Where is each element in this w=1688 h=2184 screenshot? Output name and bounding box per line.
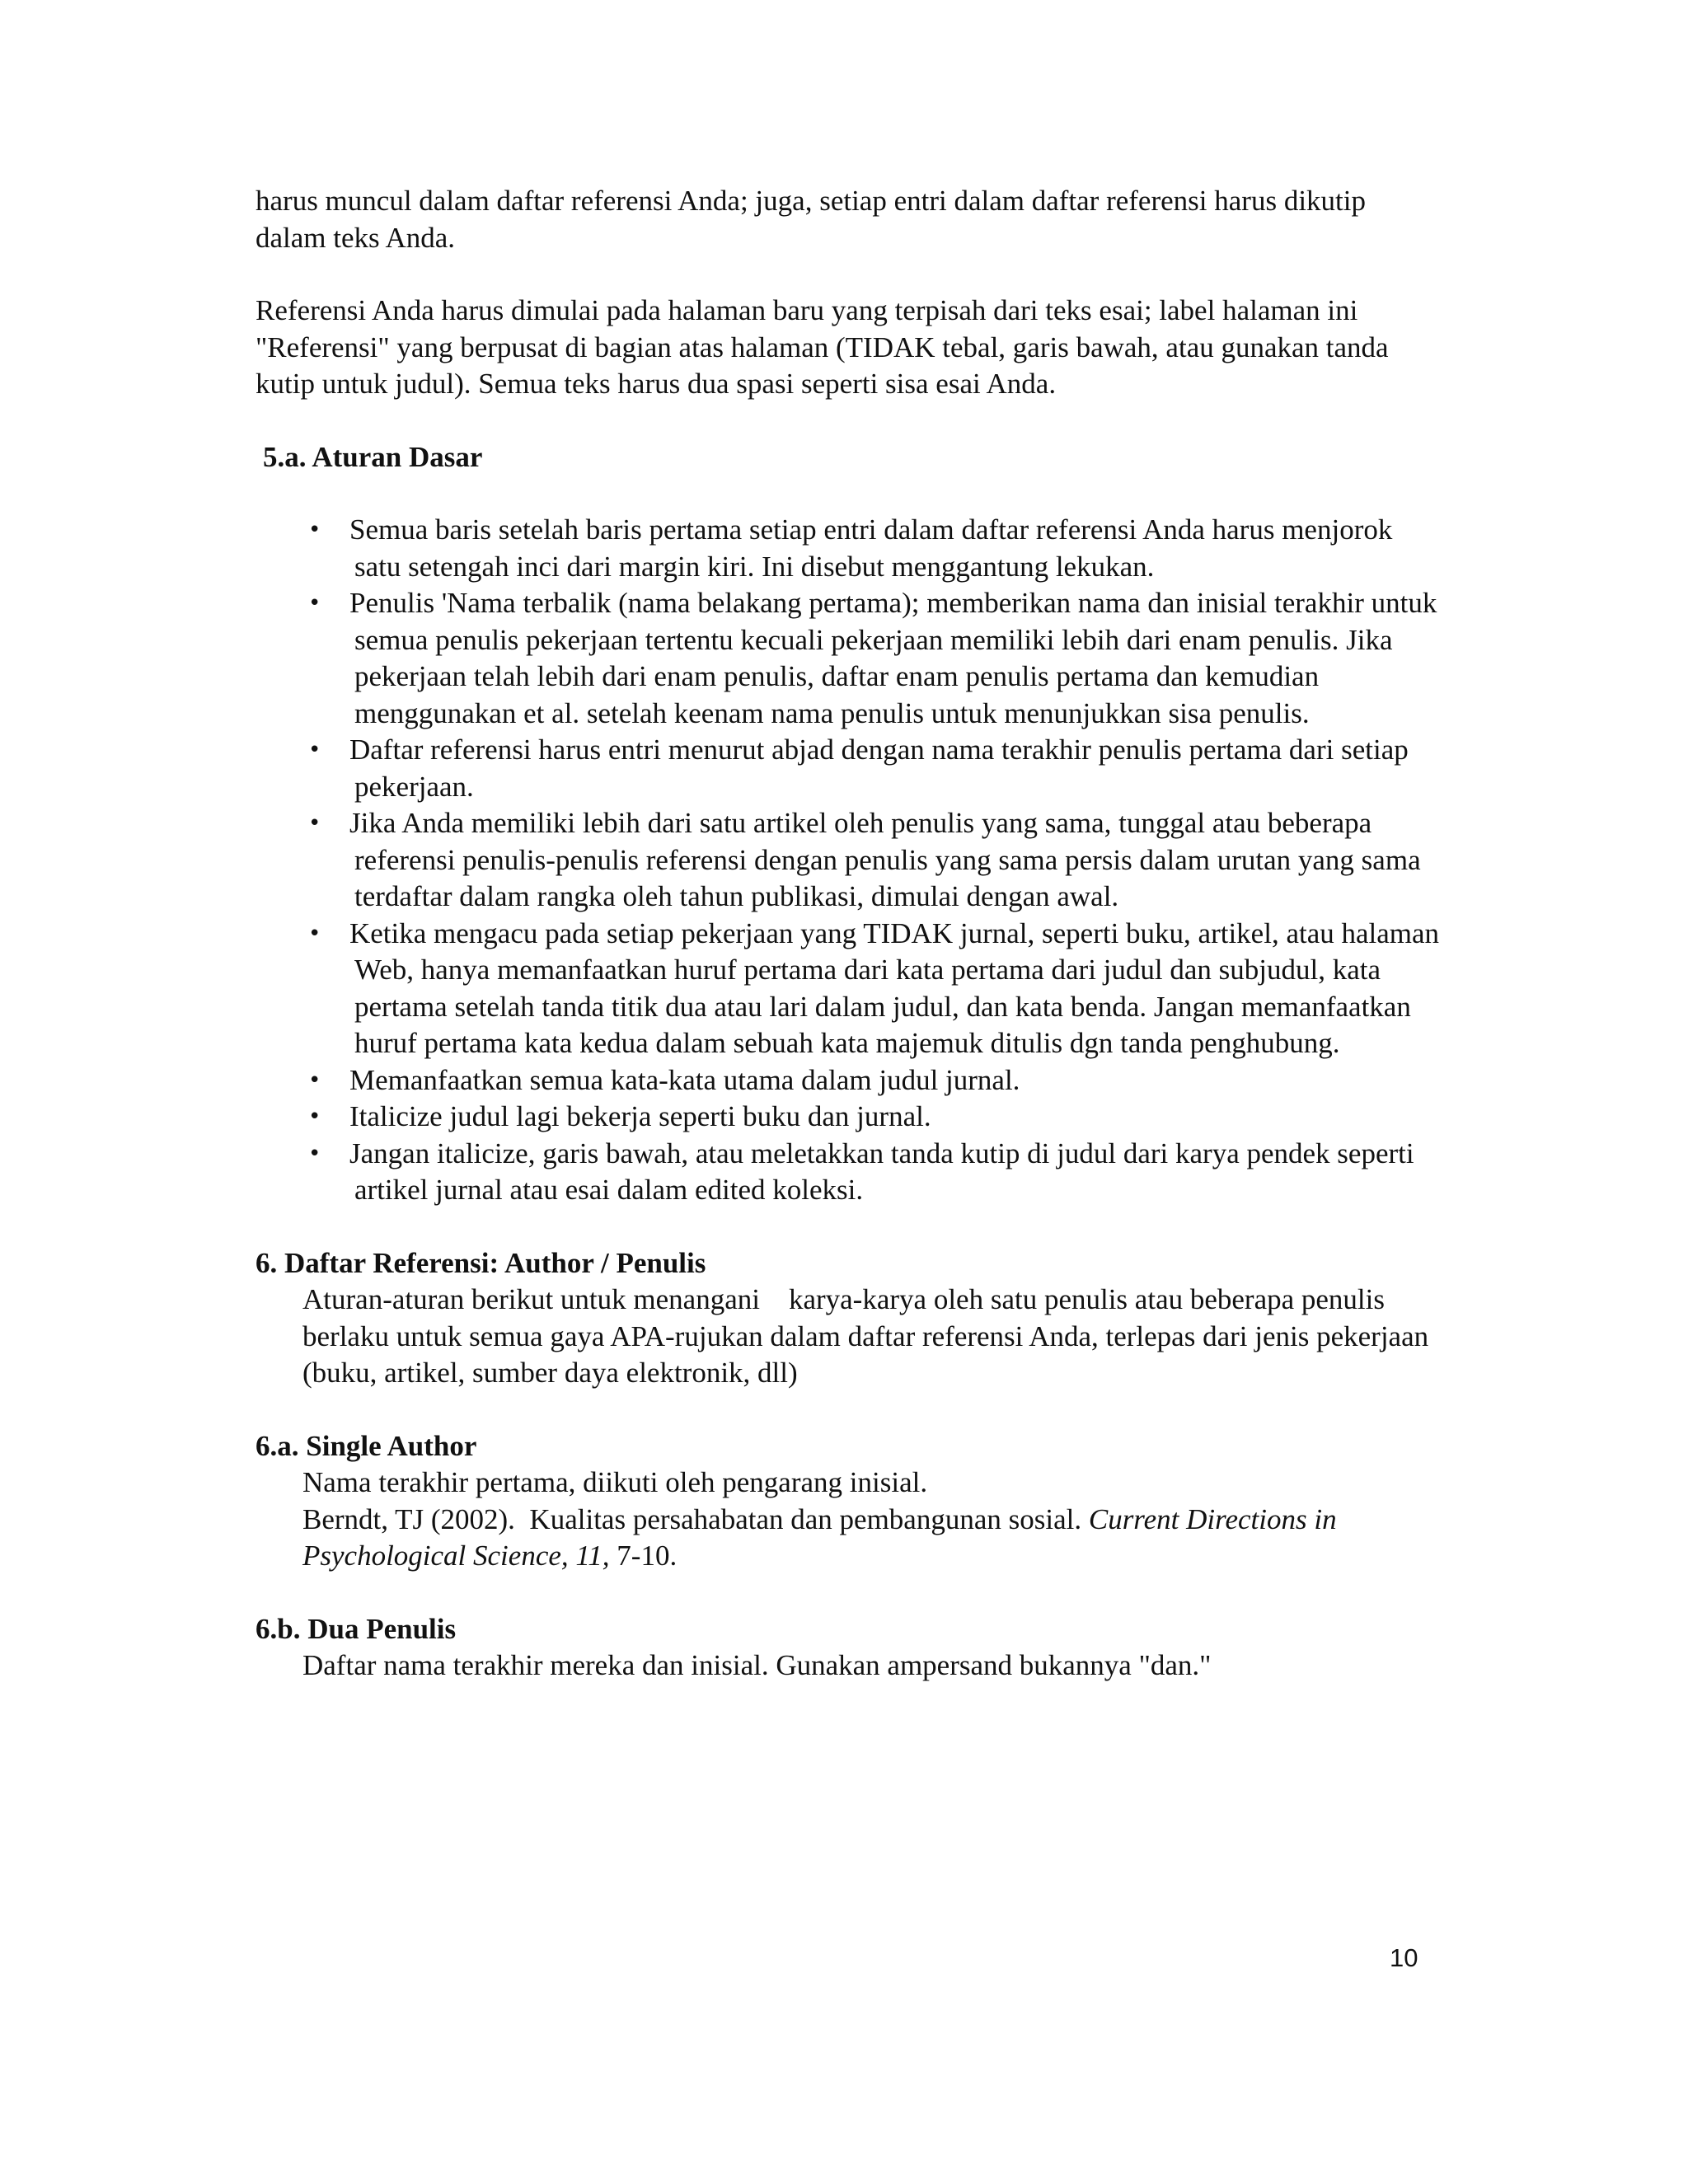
- reference-example-prefix: Berndt, TJ (2002). Kualitas persahabatan dan pembangunan sosial.: [302, 1502, 1089, 1535]
- section-6b-heading: 6.b. Dua Penulis: [256, 1612, 457, 1645]
- reference-example-suffix: 7-10.: [609, 1540, 678, 1572]
- list-item: [256, 732, 1442, 805]
- list-item: [256, 512, 1442, 585]
- list-item: [256, 1099, 1442, 1136]
- bullet-icon: •: [308, 1141, 321, 1166]
- document-page: [256, 183, 1442, 1685]
- section-6b-body: Daftar nama terakhir mereka dan inisial. Gunakan ampersand bukannya "dan.": [302, 1649, 1212, 1681]
- list-item: [256, 916, 1442, 1062]
- section-6-heading: 6. Daftar Referensi: Author / Penulis: [256, 1246, 706, 1279]
- bullet-icon: •: [308, 921, 321, 946]
- bullet-icon: •: [308, 591, 321, 616]
- reference-example-journal: Current Directions in Psychological Science, 11,: [302, 1502, 1337, 1572]
- bullet-icon: •: [308, 1104, 321, 1129]
- intro-paragraph: harus muncul dalam daftar referensi Anda; juga, setiap entri dalam daftar referensi harus dikutip dalam teks Anda.: [256, 185, 1366, 254]
- basic-rules-list: [256, 512, 1442, 1209]
- section-6: [256, 1245, 1442, 1392]
- section-6a: [256, 1428, 1442, 1575]
- bullet-icon: •: [308, 518, 321, 542]
- list-item: [256, 585, 1442, 732]
- bullet-icon: •: [308, 811, 321, 836]
- bullet-icon: •: [308, 1067, 321, 1093]
- section-6-body: Aturan-aturan berikut untuk menangani karya-karya oleh satu penulis atau beberapa penulis berlaku untuk semua gaya APA-rujukan dalam daftar referensi Anda, terlepas dari jenis pekerjaan (buku, artikel, sumber daya elektronik, dll): [302, 1283, 1436, 1389]
- list-item-text: Memanfaatkan semua kata-kata utama dalam judul jurnal.: [349, 1063, 1020, 1096]
- list-item-text: Semua baris setelah baris pertama setiap entri dalam daftar referensi Anda harus menjorok satu setengah inci dari margin kiri. Ini disebut menggantung lekukan.: [349, 513, 1393, 583]
- reference-example: [302, 1502, 1442, 1575]
- section-6b: [256, 1611, 1442, 1685]
- section-6a-body: Nama terakhir pertama, diikuti oleh pengarang inisial.: [302, 1466, 928, 1498]
- list-item-text: Ketika mengacu pada setiap pekerjaan yang TIDAK jurnal, seperti buku, artikel, atau halaman Web, hanya memanfaatkan huruf pertama dari kata pertama dari judul dan subjudul, kata pertama setelah tanda titik dua atau lari dalam judul, dan kata benda. Jangan memanfaatkan huruf pertama kata kedua dalam sebuah kata majemuk ditulis dgn tanda penghubung.: [349, 916, 1440, 1059]
- list-item-text: Jangan italicize, garis bawah, atau meletakkan tanda kutip di judul dari karya pendek seperti artikel jurnal atau esai dalam edited koleksi.: [349, 1137, 1414, 1206]
- list-item: [256, 1136, 1442, 1209]
- list-item-text: Italicize judul lagi bekerja seperti buku dan jurnal.: [349, 1100, 931, 1132]
- section-6a-heading: 6.a. Single Author: [256, 1429, 477, 1462]
- section-5a-heading: 5.a. Aturan Dasar: [263, 440, 483, 473]
- list-item-text: Daftar referensi harus entri menurut abjad dengan nama terakhir penulis pertama dari setiap pekerjaan.: [349, 733, 1409, 803]
- list-item-text: Jika Anda memiliki lebih dari satu artikel oleh penulis yang sama, tunggal atau beberapa referensi penulis-penulis referensi dengan penulis yang sama persis dalam urutan yang sama terdaftar dalam rangka oleh tahun publikasi, dimulai dengan awal.: [349, 807, 1421, 912]
- list-item: [256, 805, 1442, 916]
- bullet-icon: •: [308, 738, 321, 762]
- list-item-text: Penulis 'Nama terbalik (nama belakang pertama); memberikan nama dan inisial terakhir untuk semua penulis pekerjaan tertentu kecuali pekerjaan memiliki lebih dari enam penulis. Jika pekerjaan telah lebih dari enam penulis, daftar enam penulis pertama dan kemudian menggunakan et al. setelah keenam nama penulis untuk menunjukkan sisa penulis.: [349, 587, 1437, 729]
- references-intro-paragraph: Referensi Anda harus dimulai pada halaman baru yang terpisah dari teks esai; label halaman ini "Referensi" yang berpusat di bagian atas halaman (TIDAK tebal, garis bawah, atau gunakan tanda kutip untuk judul). Semua teks harus dua spasi seperti sisa esai Anda.: [256, 294, 1389, 400]
- page-number: 10: [1390, 1943, 1418, 1972]
- list-item: [256, 1062, 1442, 1099]
